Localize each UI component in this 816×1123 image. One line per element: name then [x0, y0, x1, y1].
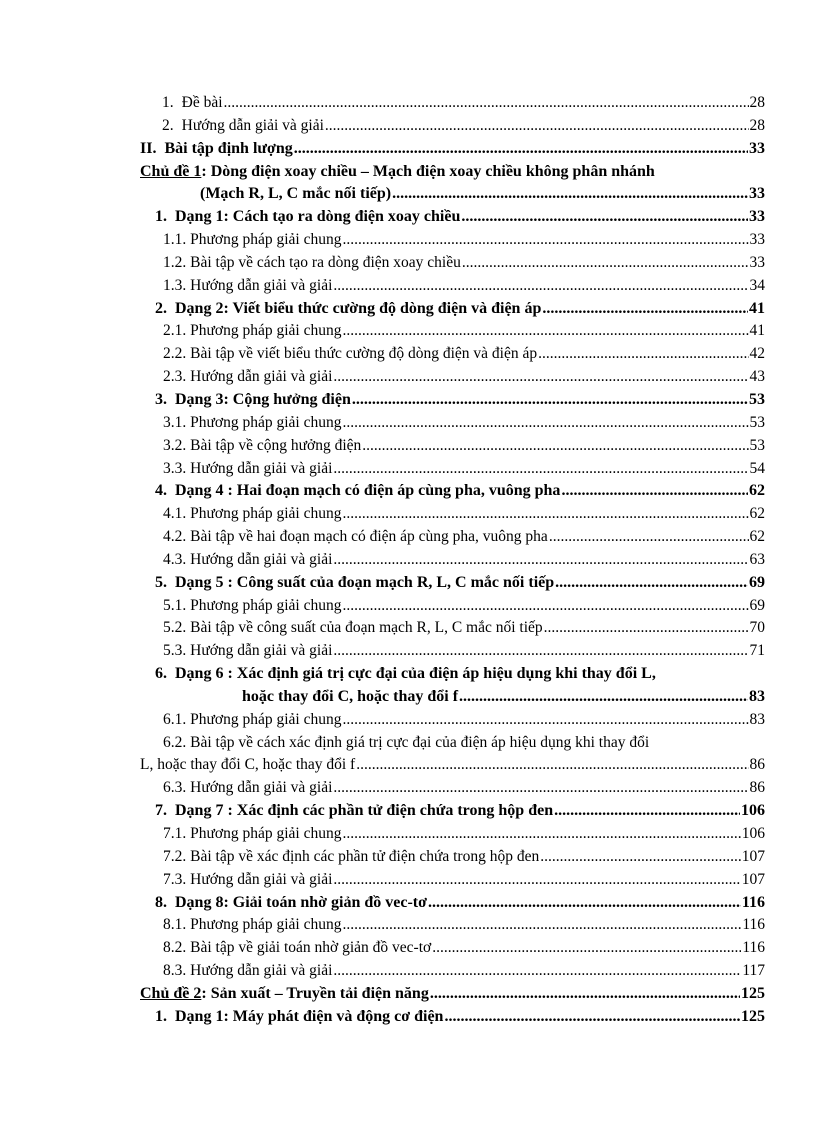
toc-entry[interactable] — [140, 252, 765, 275]
toc-entry-text — [163, 777, 333, 800]
toc-entry-page-number: 107 — [741, 847, 765, 865]
toc-entry[interactable] — [140, 572, 765, 595]
toc-entry-number: 1. — [155, 1007, 167, 1025]
toc-entry[interactable] — [140, 206, 765, 229]
dot-leader — [342, 914, 741, 937]
toc-entry-label: 6.1. Phương pháp giải chung — [163, 710, 342, 728]
toc-entry-number: 7. — [155, 802, 167, 820]
toc-entry-number: 3. — [155, 390, 167, 408]
toc-entry-page-number: 41 — [749, 322, 765, 340]
toc-entry-label: 8.1. Phương pháp giải chung — [163, 916, 342, 934]
toc-entry-page-number: 54 — [749, 459, 765, 477]
dot-leader — [352, 389, 748, 412]
toc-entry-page-number: 125 — [741, 1007, 765, 1025]
dot-leader — [554, 800, 740, 823]
toc-entry-page-number: 69 — [749, 596, 765, 614]
dot-leader — [430, 983, 740, 1006]
toc-entry[interactable] — [140, 320, 765, 343]
toc-entry-page-number: 62 — [749, 505, 765, 523]
toc-entry-label: L, hoặc thay đổi C, hoặc thay đổi f — [140, 756, 356, 774]
toc-entry-page-number: 28 — [749, 94, 765, 111]
toc-entry-text — [140, 161, 656, 184]
toc-entry-label: Dạng 3: Cộng hưởng điện — [175, 390, 351, 408]
toc-entry[interactable] — [140, 138, 765, 161]
toc-entry[interactable] — [140, 161, 765, 184]
toc-entry-text — [163, 617, 544, 640]
dot-leader — [333, 869, 740, 892]
toc-entry[interactable] — [140, 1006, 765, 1029]
toc-entry-text — [163, 595, 342, 618]
toc-entry-text — [140, 138, 294, 161]
toc-entry[interactable] — [140, 846, 765, 869]
toc-entry-topic-prefix: Chủ đề 1 — [140, 162, 202, 180]
toc-entry[interactable] — [140, 800, 765, 823]
dot-leader — [333, 640, 748, 663]
toc-entry-text — [155, 389, 352, 412]
toc-entry-label: 4.1. Phương pháp giải chung — [163, 505, 342, 523]
toc-entry[interactable] — [140, 458, 765, 481]
toc-entry[interactable] — [140, 435, 765, 458]
toc-entry-label: Dạng 7 : Xác định các phần tử điện chứa trong hộp đen — [175, 802, 554, 820]
toc-entry[interactable] — [140, 869, 765, 892]
toc-entry-text — [163, 549, 333, 572]
dot-leader — [540, 846, 741, 869]
dot-leader — [444, 1006, 740, 1029]
toc-entry-text — [155, 298, 542, 321]
toc-entry[interactable] — [140, 366, 765, 389]
toc-entry-text — [162, 92, 224, 115]
toc-entry[interactable] — [140, 914, 765, 937]
toc-entry-page-number: 62 — [749, 482, 765, 500]
dot-leader — [342, 503, 748, 526]
dot-leader — [342, 823, 740, 846]
toc-entry-label: 4.2. Bài tập về hai đoạn mạch có điện áp cùng pha, vuông pha — [163, 528, 548, 546]
toc-entry-text — [163, 869, 333, 892]
toc-entry-page-number: 28 — [749, 116, 765, 134]
toc-entry[interactable] — [140, 298, 765, 321]
toc-entry-page-number: 53 — [749, 390, 765, 408]
toc-entry-label: Dạng 6 : Xác định giá trị cực đại của điện áp hiệu dụng khi thay đổi L, — [175, 665, 656, 683]
toc-entry-text — [163, 458, 333, 481]
toc-entry-label: 3.3. Hướng dẫn giải và giải — [163, 459, 333, 477]
toc-entry-page-number: 62 — [749, 528, 765, 546]
toc-entry[interactable] — [140, 709, 765, 732]
toc-entry[interactable] — [140, 960, 765, 983]
toc-entry[interactable] — [140, 983, 765, 1006]
toc-entry[interactable] — [140, 412, 765, 435]
dot-leader — [342, 229, 748, 252]
toc-entry-page-number: 43 — [749, 368, 765, 386]
toc-entry-page-number: 33 — [749, 253, 765, 271]
toc-entry-text — [140, 983, 430, 1006]
toc-entry-text — [163, 229, 342, 252]
toc-entry-text — [155, 663, 657, 686]
toc-entry-text — [163, 732, 650, 755]
toc-entry-page-number: 106 — [741, 825, 765, 842]
toc-entry-page-number: 33 — [749, 185, 765, 203]
toc-entry[interactable] — [140, 526, 765, 549]
toc-entry[interactable] — [140, 549, 765, 572]
toc-entry-text — [163, 937, 432, 960]
toc-entry-label: 3.1. Phương pháp giải chung — [163, 413, 342, 431]
toc-entry[interactable] — [140, 937, 765, 960]
toc-entry-page-number: 125 — [741, 984, 765, 1002]
toc-entry-text — [155, 1006, 444, 1029]
toc-entry-text — [163, 640, 333, 663]
toc-entry-label: 8.2. Bài tập về giải toán nhờ giản đồ vec-tơ — [163, 939, 432, 957]
toc-entry-text — [163, 252, 462, 275]
toc-entry-label: Dạng 1: Máy phát điện và động cơ điện — [175, 1007, 444, 1025]
toc-entry-label: (Mạch R, L, C mắc nối tiếp) — [200, 185, 392, 203]
toc-entry-label: 1.1. Phương pháp giải chung — [163, 231, 342, 249]
toc-entry-label: Dạng 2: Viết biểu thức cường độ dòng điện và điện áp — [175, 299, 542, 317]
toc-entry[interactable] — [140, 732, 765, 755]
dot-leader — [333, 777, 748, 800]
dot-leader — [462, 252, 749, 275]
dot-leader — [333, 366, 748, 389]
toc-entry-label: 7.2. Bài tập về xác định các phần tử điện chứa trong hộp đen — [163, 847, 540, 865]
toc-entry-page-number: 86 — [749, 756, 765, 774]
toc-entry-page-number: 53 — [749, 413, 765, 431]
dot-leader — [333, 549, 748, 572]
toc-entry-label: 4.3. Hướng dẫn giải và giải — [163, 550, 333, 568]
toc-entry-text — [163, 412, 342, 435]
toc-entry-label: 8.3. Hướng dẫn giải và giải — [163, 962, 333, 980]
toc-entry-number: II. — [140, 139, 157, 157]
dot-leader — [342, 320, 748, 343]
toc-entry-number: 2. — [155, 299, 167, 317]
dot-leader — [224, 92, 749, 115]
dot-leader — [333, 275, 748, 298]
toc-entry-page-number: 42 — [749, 345, 765, 363]
dot-leader — [342, 595, 748, 618]
toc-entry-label: : Dòng điện xoay chiều – Mạch điện xoay chiều không phân nhánh — [201, 162, 655, 180]
toc-entry-page-number: 106 — [741, 802, 765, 820]
dot-leader — [342, 709, 748, 732]
toc-entry-text — [163, 823, 342, 846]
toc-entry-page-number: 116 — [741, 893, 765, 911]
toc-entry-text — [163, 343, 538, 366]
toc-entry-label: 6.3. Hướng dẫn giải và giải — [163, 779, 333, 797]
dot-leader — [392, 183, 748, 206]
toc-entry-page-number: 63 — [749, 550, 765, 568]
toc-entry-text — [163, 914, 342, 937]
toc-entry-label: Dạng 5 : Công suất của đoạn mạch R, L, C mắc nối tiếp — [175, 573, 555, 591]
toc-entry-text — [163, 435, 362, 458]
dot-leader — [542, 298, 748, 321]
toc-entry-text — [155, 480, 561, 503]
toc-entry-label: 5.1. Phương pháp giải chung — [163, 596, 342, 614]
toc-entry-text — [163, 275, 333, 298]
toc-entry-label: Dạng 4 : Hai đoạn mạch có điện áp cùng pha, vuông pha — [175, 482, 561, 500]
toc-entry-page-number: 33 — [749, 139, 765, 157]
toc-entry-text — [200, 183, 392, 206]
toc-entry-number: 6. — [155, 665, 167, 683]
toc-entry-label: 5.3. Hướng dẫn giải và giải — [163, 642, 333, 660]
toc-entry-number: 2. — [162, 116, 174, 134]
toc-entry[interactable] — [140, 480, 765, 503]
toc-entry-page-number: 116 — [742, 916, 765, 934]
toc-entry-text — [155, 206, 461, 229]
dot-leader — [544, 617, 749, 640]
toc-entry[interactable] — [140, 389, 765, 412]
toc-entry-label: Dạng 1: Cách tạo ra dòng điện xoay chiều — [175, 208, 461, 226]
dot-leader — [342, 412, 748, 435]
toc-entry-label: 1.3. Hướng dẫn giải và giải — [163, 276, 333, 294]
toc-entry[interactable] — [140, 92, 765, 115]
toc-entry[interactable] — [140, 892, 765, 915]
toc-entry[interactable] — [140, 663, 765, 686]
toc-entry-text — [163, 366, 333, 389]
table-of-contents — [140, 92, 765, 1029]
toc-entry-page-number: 41 — [749, 299, 765, 317]
dot-leader — [459, 686, 748, 709]
toc-entry-text — [162, 115, 325, 138]
toc-entry[interactable] — [140, 777, 765, 800]
dot-leader — [561, 480, 748, 503]
toc-entry[interactable] — [140, 823, 765, 846]
toc-entry-label: Bài tập định lượng — [164, 139, 293, 157]
dot-leader — [461, 206, 748, 229]
dot-leader — [333, 960, 741, 983]
toc-entry-page-number: 107 — [741, 870, 765, 888]
toc-entry[interactable] — [140, 229, 765, 252]
toc-entry-number: 5. — [155, 573, 167, 591]
toc-entry-number: 1. — [162, 94, 174, 111]
toc-entry[interactable] — [140, 503, 765, 526]
toc-entry[interactable] — [140, 115, 765, 138]
toc-entry[interactable] — [140, 595, 765, 618]
toc-entry-page-number: 117 — [742, 962, 765, 980]
toc-entry-text — [163, 526, 549, 549]
toc-entry-page-number: 71 — [749, 642, 765, 660]
toc-entry[interactable] — [140, 640, 765, 663]
toc-entry[interactable] — [140, 343, 765, 366]
dot-leader — [432, 937, 741, 960]
toc-entry-label: 7.1. Phương pháp giải chung — [163, 825, 342, 842]
toc-entry-text — [155, 572, 555, 595]
toc-entry-label: 2.3. Hướng dẫn giải và giải — [163, 368, 333, 386]
toc-entry-label: Hướng dẫn giải và giải — [181, 116, 324, 134]
dot-leader — [356, 754, 748, 777]
toc-entry-label: 6.2. Bài tập về cách xác định giá trị cực đại của điện áp hiệu dụng khi thay đổi — [163, 733, 650, 751]
toc-entry-label: 7.3. Hướng dẫn giải và giải — [163, 870, 333, 888]
toc-entry-page-number: 83 — [749, 710, 765, 728]
toc-entry-page-number: 86 — [749, 779, 765, 797]
toc-entry-page-number: 33 — [749, 208, 765, 226]
toc-entry-text — [242, 686, 459, 709]
dot-leader — [362, 435, 748, 458]
toc-entry[interactable] — [140, 617, 765, 640]
toc-entry-page-number: 70 — [749, 619, 765, 637]
toc-entry-text — [163, 960, 333, 983]
toc-entry-text — [155, 892, 428, 915]
toc-entry-label: 2.1. Phương pháp giải chung — [163, 322, 342, 340]
dot-leader — [428, 892, 741, 915]
toc-entry-number: 1. — [155, 208, 167, 226]
dot-leader — [333, 458, 748, 481]
toc-entry-label: hoặc thay đổi C, hoặc thay đổi f — [242, 687, 459, 705]
toc-entry-number: 8. — [155, 893, 167, 911]
toc-entry-page-number: 116 — [742, 939, 765, 957]
toc-entry[interactable] — [140, 754, 765, 777]
toc-entry-label: Dạng 8: Giải toán nhờ giản đồ vec-tơ — [175, 893, 427, 911]
toc-entry-label: 1.2. Bài tập về cách tạo ra dòng điện xoay chiều — [163, 253, 461, 271]
toc-entry-topic-prefix: Chủ đề 2 — [140, 984, 202, 1002]
toc-entry-page-number: 83 — [749, 687, 765, 705]
dot-leader — [325, 115, 749, 138]
toc-entry[interactable] — [140, 275, 765, 298]
toc-entry-page-number: 33 — [749, 231, 765, 249]
dot-leader — [294, 138, 748, 161]
toc-entry[interactable] — [140, 183, 765, 206]
dot-leader — [555, 572, 748, 595]
toc-entry-page-number: 34 — [749, 276, 765, 294]
toc-entry-text — [163, 320, 342, 343]
toc-entry-text — [163, 503, 342, 526]
toc-entry-label: 5.2. Bài tập về công suất của đoạn mạch R, L, C mắc nối tiếp — [163, 619, 543, 637]
toc-entry-label: 3.2. Bài tập về cộng hưởng điện — [163, 436, 362, 454]
toc-entry-text — [140, 754, 356, 777]
toc-entry[interactable] — [140, 686, 765, 709]
toc-entry-page-number: 53 — [749, 436, 765, 454]
toc-entry-label: Đề bài — [181, 94, 223, 111]
toc-entry-number: 4. — [155, 482, 167, 500]
toc-entry-label: : Sản xuất – Truyền tải điện năng — [201, 984, 429, 1002]
toc-entry-label: 2.2. Bài tập về viết biểu thức cường độ dòng điện và điện áp — [163, 345, 538, 363]
dot-leader — [549, 526, 749, 549]
toc-entry-text — [163, 709, 342, 732]
toc-entry-text — [155, 800, 554, 823]
dot-leader — [538, 343, 748, 366]
toc-entry-page-number: 69 — [749, 573, 765, 591]
toc-entry-text — [163, 846, 540, 869]
